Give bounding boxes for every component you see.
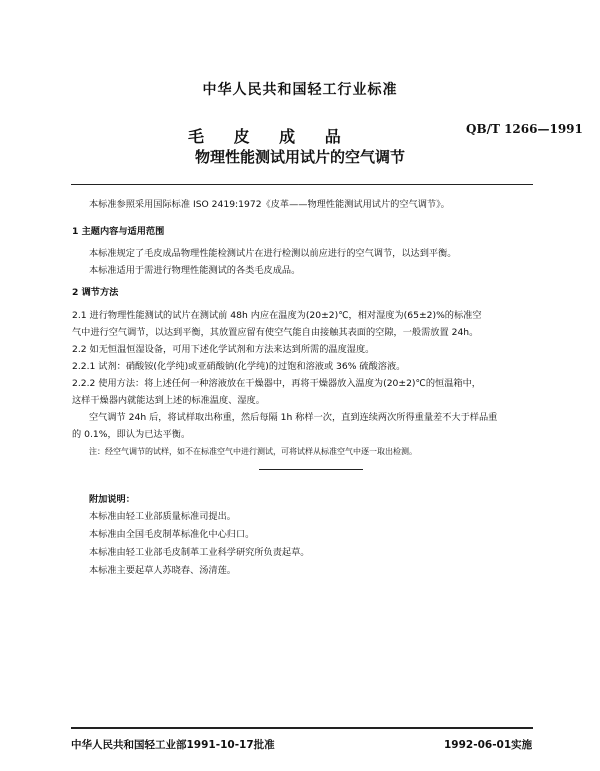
clause-2-2-2-line-3: 空气调节 24h 后，将试样取出称重，然后每隔 1h 称样一次，直到连续两次所得重量差不大于样品重: [89, 412, 498, 423]
standard-code: QB/T 1266—1991: [466, 122, 583, 136]
section-1-para-2: 本标准适用于需进行物理性能测试的各类毛皮成品。: [89, 265, 301, 276]
note: 注：经空气调节的试样，如不在标准空气中进行测试，可将试样从标准空气中逐一取出检测。: [89, 447, 417, 456]
clause-2-2-2-line-4: 的 0.1%，即认为已达平衡。: [72, 429, 191, 440]
document-title-line2: 物理性能测试用试片的空气调节: [194, 148, 405, 166]
issuing-organization: 中华人民共和国轻工行业标准: [202, 82, 398, 98]
section-2-heading: 2 调节方法: [72, 287, 119, 298]
additional-info-heading: 附加说明：: [89, 494, 135, 505]
clause-2-2-1: 2.2.1 试剂：硝酸铵(化学纯)或亚硝酸钠(化学纯)的过饱和溶液或 36% 硫酸溶液。: [72, 361, 406, 372]
additional-info-line: 本标准由轻工业部质量标准司提出。: [89, 511, 236, 522]
clause-2-2-2-line-2: 这样干燥器内就能达到上述的标准温度、湿度。: [72, 395, 265, 406]
section-1-heading: 1 主题内容与适用范围: [72, 226, 165, 237]
additional-info-line: 本标准由轻工业部毛皮制革工业科学研究所负责起草。: [89, 547, 310, 558]
approval-info: 中华人民共和国轻工业部1991-10-17批准: [71, 739, 275, 751]
clause-2-2-2-line-1: 2.2.2 使用方法：将上述任何一种溶液放在干燥器中，再将干燥器放入温度为(20±2)℃的恒温箱中，: [72, 378, 481, 389]
clause-2-1-line-2: 气中进行空气调节，以达到平衡，其放置应留有使空气能自由接触其表面的空隙，一般需放置 24h。: [72, 327, 479, 338]
footer-divider: [71, 727, 533, 729]
end-divider: [259, 469, 363, 470]
clause-2-2: 2.2 如无恒温恒湿设备，可用下述化学试剂和方法来达到所需的温度湿度。: [72, 344, 375, 355]
section-1-para-1: 本标准规定了毛皮成品物理性能检测试片在进行检测以前应进行的空气调节，以达到平衡。: [89, 248, 457, 259]
intro-paragraph: 本标准参照采用国际标准 ISO 2419:1972《皮革——物理性能测试用试片的空气调节》。: [89, 199, 450, 210]
additional-info-line: 本标准由全国毛皮制革标准化中心归口。: [89, 529, 255, 540]
document-title-line1: 毛 皮 成 品: [188, 127, 353, 146]
header-divider: [71, 184, 533, 185]
clause-2-1-line-1: 2.1 进行物理性能测试的试片在测试前 48h 内应在温度为(20±2)℃，相对湿度为(65±2)%的标准空: [72, 310, 482, 321]
implementation-date: 1992-06-01实施: [444, 739, 533, 751]
additional-info-line: 本标准主要起草人苏晓春、汤清莲。: [89, 565, 236, 576]
